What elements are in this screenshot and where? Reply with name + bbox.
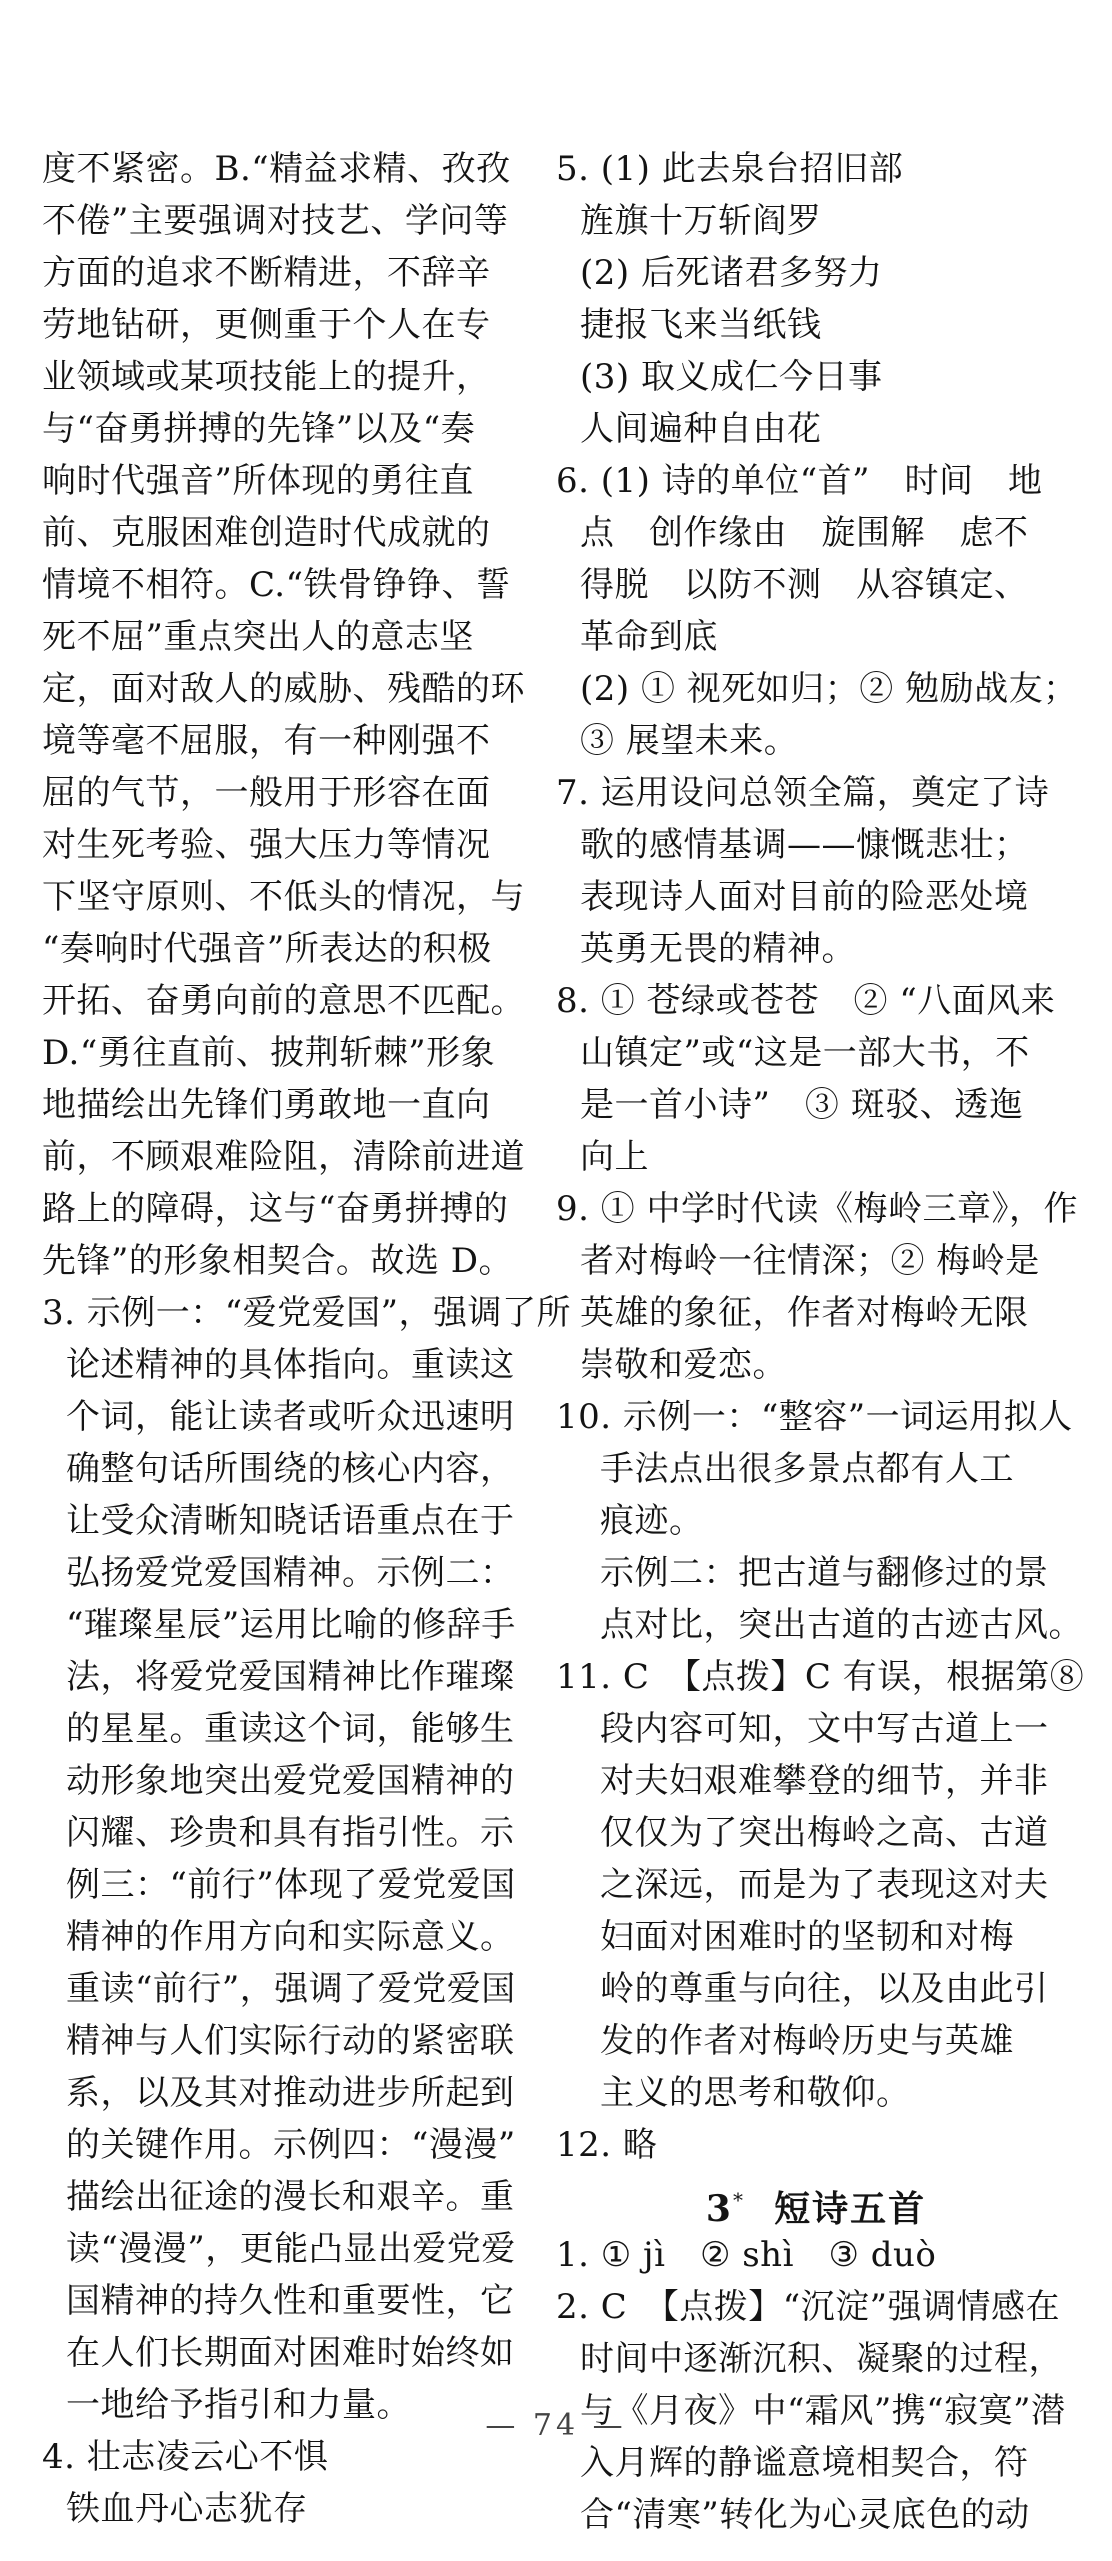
text-line: 段内容可知，文中写古道上一: [600, 1709, 1049, 1749]
text-line: 死不屈”重点突出人的意志坚: [42, 617, 474, 657]
answer-item-3: 3. 示例一：“爱党爱国”，强调了所: [42, 1293, 572, 1333]
text-line: 法，将爱党爱国精神比作璀璨: [66, 1657, 515, 1697]
answer-item-7: 7. 运用设问总领全篇，奠定了诗: [556, 773, 1050, 813]
text-line: 国精神的持久性和重要性，它: [66, 2281, 515, 2321]
answer-item-6: 6. (1) 诗的单位“首” 时间 地: [556, 461, 1043, 501]
answer-item-2: 2. C 【点拨】“沉淀”强调情感在: [556, 2287, 1061, 2327]
text-line: 定，面对敌人的威胁、残酷的环: [42, 669, 525, 709]
text-line: 得脱 以防不测 从容镇定、: [580, 565, 1029, 605]
text-line: 革命到底: [580, 617, 718, 657]
text-line: 山镇定”或“这是一部大书，不: [580, 1033, 1030, 1073]
answer-item-11: 11. C 【点拨】C 有误，根据第⑧: [556, 1657, 1085, 1697]
text-line: 示例二：把古道与翻修过的景: [600, 1553, 1049, 1593]
text-line: “璀璨星辰”运用比喻的修辞手: [66, 1605, 516, 1645]
text-line: 入月辉的静谧意境相契合，符: [580, 2443, 1029, 2483]
text-line: 英勇无畏的精神。: [580, 929, 856, 969]
text-line: 论述精神的具体指向。重读这: [66, 1345, 515, 1385]
text-line: 对生死考验、强大压力等情况: [42, 825, 491, 865]
text-line: (3) 取义成仁今日事: [580, 357, 883, 397]
answer-item-8: 8. ① 苍绿或苍苍 ② “八面风来: [556, 981, 1056, 1021]
answer-item-4: 4. 壮志凌云心不惧: [42, 2437, 329, 2477]
text-line: 一地给予指引和力量。: [66, 2385, 411, 2425]
page-number: — 74 —: [485, 2408, 627, 2443]
section-number: 3: [705, 2188, 733, 2230]
text-line: D.“勇往直前、披荆斩棘”形象: [42, 1033, 496, 1073]
text-line: 业领域或某项技能上的提升，: [42, 357, 491, 397]
text-line: 主义的思考和敬仰。: [600, 2073, 911, 2113]
text-line: 精神的作用方向和实际意义。: [66, 1917, 515, 1957]
text-line: 开拓、奋勇向前的意思不匹配。: [42, 981, 525, 1021]
text-line: 岭的尊重与向往，以及由此引: [600, 1969, 1049, 2009]
text-line: 歌的感情基调——慷慨悲壮；: [580, 825, 1029, 865]
text-line: 手法点出很多景点都有人工: [600, 1449, 1014, 1489]
text-line: 的关键作用。示例四：“漫漫”: [66, 2125, 516, 2165]
text-line: 旌旗十万斩阎罗: [580, 201, 822, 241]
text-line: 地描绘出先锋们勇敢地一直向: [42, 1085, 491, 1125]
text-line: 度不紧密。B.“精益求精、孜孜: [42, 149, 511, 189]
text-line: 境等毫不屈服，有一种刚强不: [42, 721, 491, 761]
text-line: 描绘出征途的漫长和艰辛。重: [66, 2177, 515, 2217]
text-line: 向上: [580, 1137, 649, 1177]
text-line: 在人们长期面对困难时始终如: [66, 2333, 515, 2373]
text-line: 让受众清晰知晓话语重点在于: [66, 1501, 515, 1541]
text-line: 响时代强音”所体现的勇往直: [42, 461, 474, 501]
section-mark: *: [732, 2188, 745, 2212]
section-title: 短诗五首: [774, 2188, 927, 2230]
text-line: 点对比，突出古道的古迹古风。: [600, 1605, 1083, 1645]
text-line: 合“清寒”转化为心灵底色的动: [580, 2495, 1030, 2535]
text-line: 弘扬爱党爱国精神。示例二：: [66, 1553, 515, 1593]
text-line: “奏响时代强音”所表达的积极: [42, 929, 492, 969]
text-line: 方面的追求不断精进，不辞辛: [42, 253, 491, 293]
text-line: 与“奋勇拼搏的先锋”以及“奏: [42, 409, 476, 449]
text-line: 对夫妇艰难攀登的细节，并非: [600, 1761, 1049, 1801]
answer-item-1: 1. ① jì ② shì ③ duò: [556, 2235, 937, 2275]
text-line: 劳地钻研，更侧重于个人在专: [42, 305, 491, 345]
text-line: 崇敬和爱恋。: [580, 1345, 787, 1385]
text-line: 铁血丹心志犹存: [66, 2489, 308, 2529]
text-line: 重读“前行”，强调了爱党爱国: [66, 1969, 516, 2009]
text-line: 先锋”的形象相契合。故选 D。: [42, 1241, 513, 1281]
text-line: 人间遍种自由花: [580, 409, 822, 449]
answer-item-5: 5. (1) 此去泉台招旧部: [556, 149, 904, 189]
text-line: 点 创作缘由 旋围解 虑不: [580, 513, 1029, 553]
text-line: 前、克服困难创造时代成就的: [42, 513, 491, 553]
text-line: 时间中逐渐沉积、凝聚的过程，: [580, 2339, 1063, 2379]
text-line: ③ 展望未来。: [580, 721, 799, 761]
text-line: 不倦”主要强调对技艺、学问等: [42, 201, 509, 241]
text-line: 精神与人们实际行动的紧密联: [66, 2021, 515, 2061]
text-line: 情境不相符。C.“铁骨铮铮、誓: [42, 565, 511, 605]
text-line: 的星星。重读这个词，能够生: [66, 1709, 515, 1749]
text-line: 屈的气节，一般用于形容在面: [42, 773, 491, 813]
text-line: 者对梅岭一往情深；② 梅岭是: [580, 1241, 1040, 1281]
text-line: 动形象地突出爱党爱国精神的: [66, 1761, 515, 1801]
text-line: 发的作者对梅岭历史与英雄: [600, 2021, 1014, 2061]
text-line: 妇面对困难时的坚韧和对梅: [600, 1917, 1014, 1957]
text-line: 闪耀、珍贵和具有指引性。示: [66, 1813, 515, 1853]
text-line: (2) ① 视死如归；② 勉励战友；: [580, 669, 1078, 709]
text-line: 痕迹。: [600, 1501, 704, 1541]
text-line: 确整句话所围绕的核心内容，: [66, 1449, 515, 1489]
text-line: 读“漫漫”，更能凸显出爱党爱: [66, 2229, 516, 2269]
text-line: 英雄的象征，作者对梅岭无限: [580, 1293, 1029, 1333]
section-heading: [556, 2171, 1076, 2229]
text-line: 捷报飞来当纸钱: [580, 305, 822, 345]
text-line: 下坚守原则、不低头的情况，与: [42, 877, 525, 917]
answer-item-12: 12. 略: [556, 2125, 658, 2165]
text-line: 路上的障碍，这与“奋勇拼搏的: [42, 1189, 509, 1229]
answer-item-10: 10. 示例一：“整容”一词运用拟人: [556, 1397, 1073, 1437]
right-column: [556, 143, 1085, 2541]
text-line: 仅仅为了突出梅岭之高、古道: [600, 1813, 1049, 1853]
text-line: 与《月夜》中“霜风”携“寂寞”潜: [580, 2391, 1066, 2431]
text-line: 系，以及其对推动进步所起到: [66, 2073, 515, 2113]
text-line: 表现诗人面对目前的险恶处境: [580, 877, 1029, 917]
text-line: (2) 后死诸君多努力: [580, 253, 883, 293]
text-line: 是一首小诗” ③ 斑驳、透迤: [580, 1085, 1024, 1125]
text-line: 前，不顾艰难险阻，清除前进道: [42, 1137, 525, 1177]
text-line: 个词，能让读者或听众迅速明: [66, 1397, 515, 1437]
text-line: 之深远，而是为了表现这对夫: [600, 1865, 1049, 1905]
answer-item-9: 9. ① 中学时代读《梅岭三章》，作: [556, 1189, 1079, 1229]
text-line: 例三：“前行”体现了爱党爱国: [66, 1865, 516, 1905]
